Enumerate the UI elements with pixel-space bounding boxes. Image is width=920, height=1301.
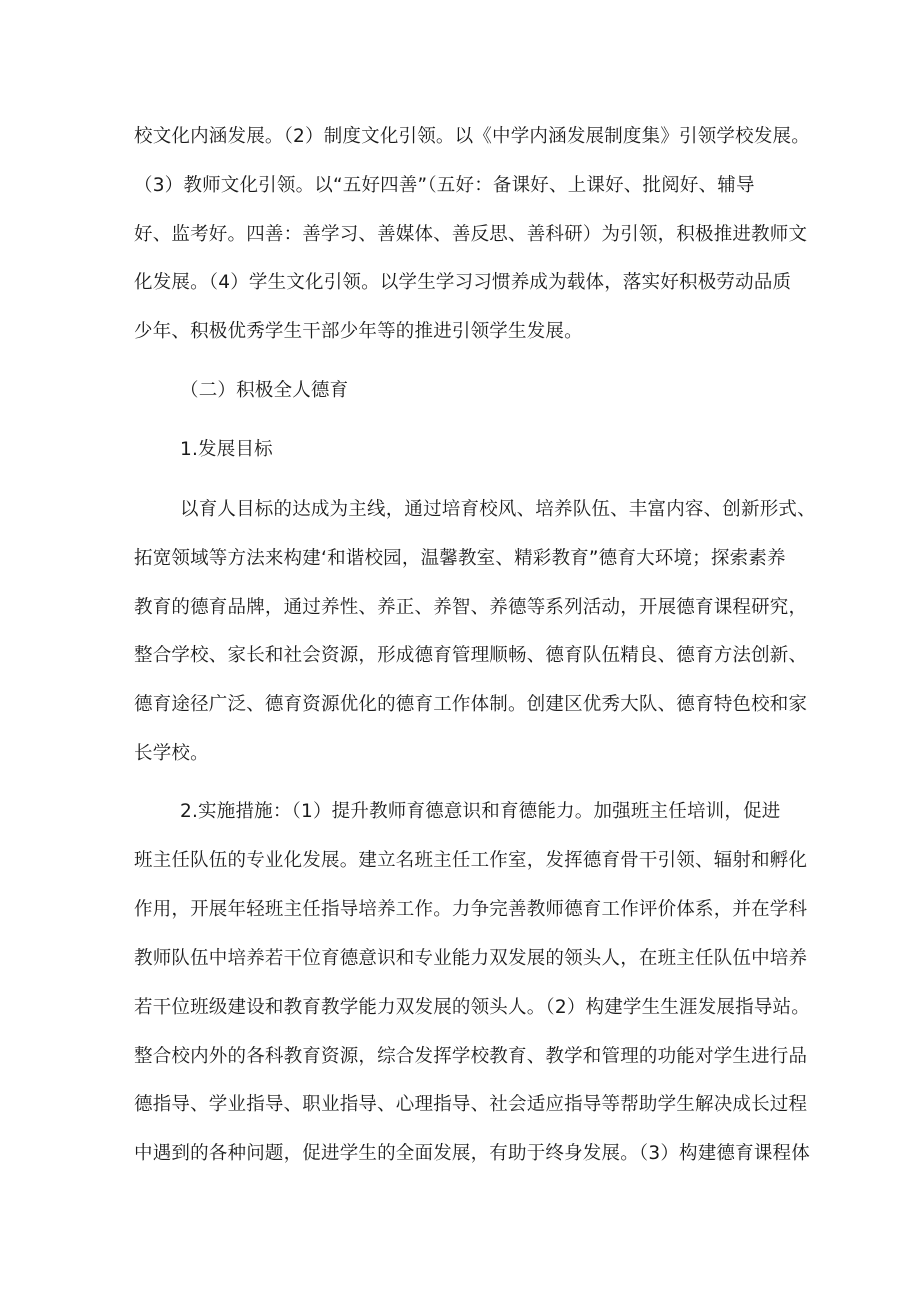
text-line: 拓宽领域等方法来构建‘和谐校园，温馨教室、精彩教育”德育大环境；探索素养 xyxy=(134,548,786,569)
text-line: 长学校。 xyxy=(134,743,209,764)
text-line: 整合校内外的各科教育资源，综合发挥学校教育、教学和管理的功能对学生进行品 xyxy=(134,1046,808,1067)
text-line: 校文化内涵发展。（2）制度文化引领。以《中学内涵发展制度集》引领学校发展。 xyxy=(134,126,810,147)
text-line: 德指导、学业指导、职业指导、心理指导、社会适应指导等帮助学生解决成长过程 xyxy=(134,1094,808,1115)
text-line: 中遇到的各种问题，促进学生的全面发展，有助于终身发展。（3）构建德育课程体 xyxy=(134,1143,810,1164)
text-line: 若干位班级建设和教育教学能力双发展的领头人。（2）构建学生生涯发展指导站。 xyxy=(134,997,810,1018)
section-heading: （二）积极全人德育 xyxy=(180,380,349,401)
text-line: 德育途径广泛、德育资源优化的德育工作体制。创建区优秀大队、德育特色校和家 xyxy=(134,694,808,715)
text-line: 少年、积极优秀学生干部少年等的推进引领学生发展。 xyxy=(134,321,583,342)
text-line: 教育的德育品牌，通过养性、养正、养智、养德等系列活动，开展德育课程研究， xyxy=(134,597,808,618)
subsection-heading: 1.发展目标 xyxy=(180,439,273,460)
text-line: 好、监考好。四善：善学习、善媒体、善反思、善科研）为引领，积极推进教师文 xyxy=(134,224,808,245)
text-line: 以育人目标的达成为主线，通过培育校风、培养队伍、丰富内容、创新形式、 xyxy=(180,499,816,520)
text-line: 教师队伍中培养若干位育德意识和专业能力双发展的领头人，在班主任队伍中培养 xyxy=(134,948,808,969)
text-line: 化发展。（4）学生文化引领。以学生学习习惯养成为载体，落实好积极劳动品质 xyxy=(134,272,792,293)
text-line: 2.实施措施：（1）提升教师育德意识和育德能力。加强班主任培训，促进 xyxy=(180,801,781,822)
text-line: （3）教师文化引领。以“五好四善”（五好：备课好、上课好、批阅好、辅导 xyxy=(134,175,755,196)
text-line: 班主任队伍的专业化发展。建立名班主任工作室，发挥德育骨干引领、辐射和孵化 xyxy=(134,850,808,871)
text-line: 作用，开展年轻班主任指导培养工作。力争完善教师德育工作评价体系，并在学科 xyxy=(134,899,808,920)
text-line: 整合学校、家长和社会资源，形成德育管理顺畅、德育队伍精良、德育方法创新、 xyxy=(134,645,808,666)
